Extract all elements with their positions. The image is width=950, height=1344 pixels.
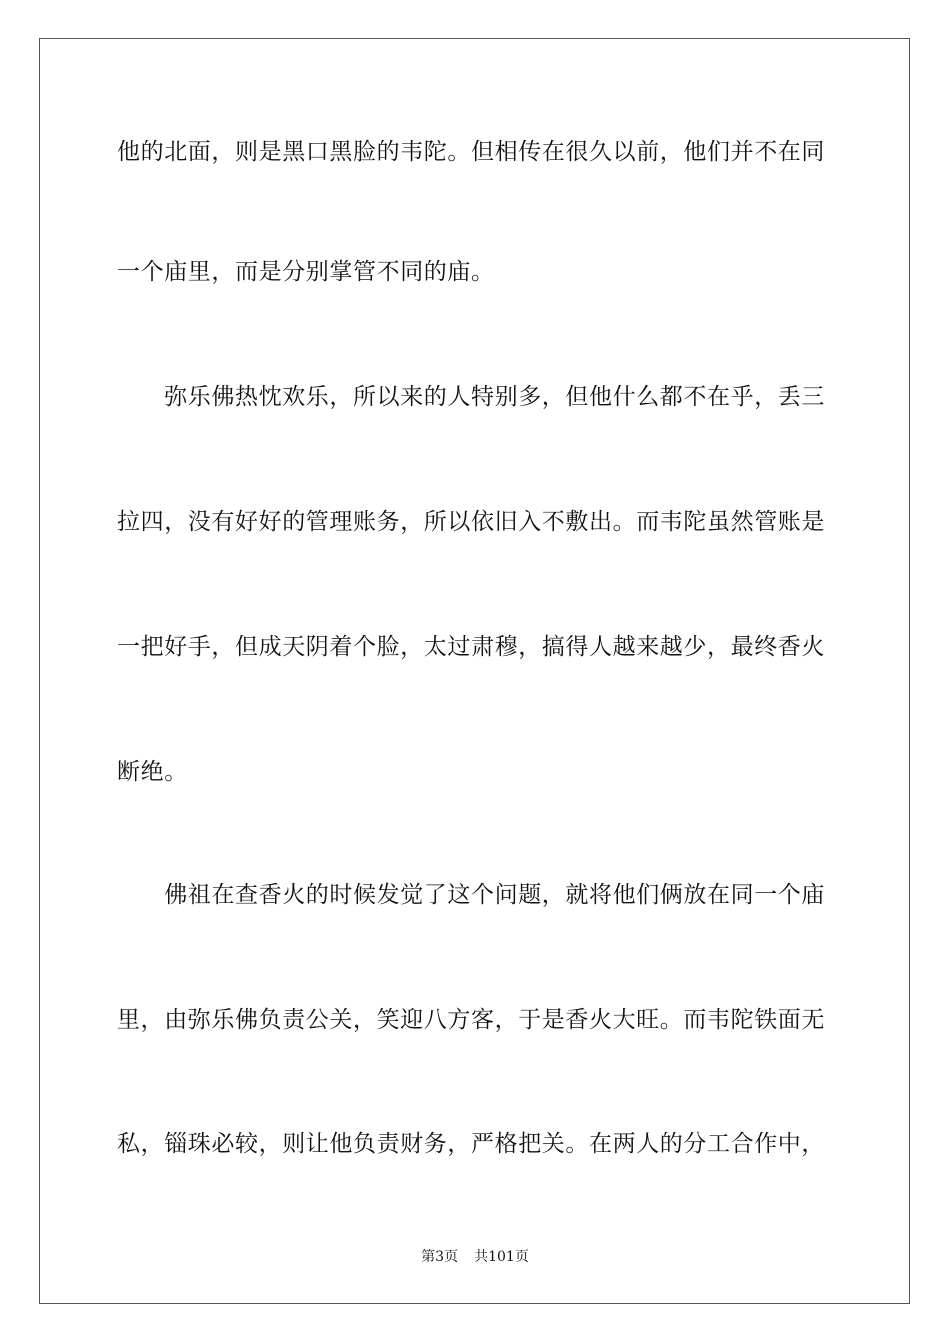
text-line: 他的北面，则是黑口黑脸的韦陀。但相传在很久以前，他们并不在同 <box>117 139 825 165</box>
page-border <box>39 38 910 1304</box>
text-line: 弥乐佛热忱欢乐，所以来的人特别多，但他什么都不在乎，丢三 <box>117 384 825 410</box>
text-line: 佛祖在查香火的时候发觉了这个问题，就将他们俩放在同一个庙 <box>117 882 825 908</box>
text-line: 私，锱珠必较，则让他负责财务，严格把关。在两人的分工合作中， <box>117 1131 825 1157</box>
text-line: 断绝。 <box>117 759 188 785</box>
page-total: 共101页 <box>474 1249 529 1265</box>
text-line: 拉四，没有好好的管理账务，所以依旧入不敷出。而韦陀虽然管账是 <box>117 509 825 535</box>
page-number: 第3页 <box>421 1249 459 1265</box>
text-line: 里，由弥乐佛负责公关，笑迎八方客，于是香火大旺。而韦陀铁面无 <box>117 1007 825 1033</box>
text-line: 一个庙里，而是分别掌管不同的庙。 <box>117 259 495 285</box>
text-line: 一把好手，但成天阴着个脸，太过肃穆，搞得人越来越少，最终香火 <box>117 634 825 660</box>
page-footer <box>0 1248 950 1266</box>
